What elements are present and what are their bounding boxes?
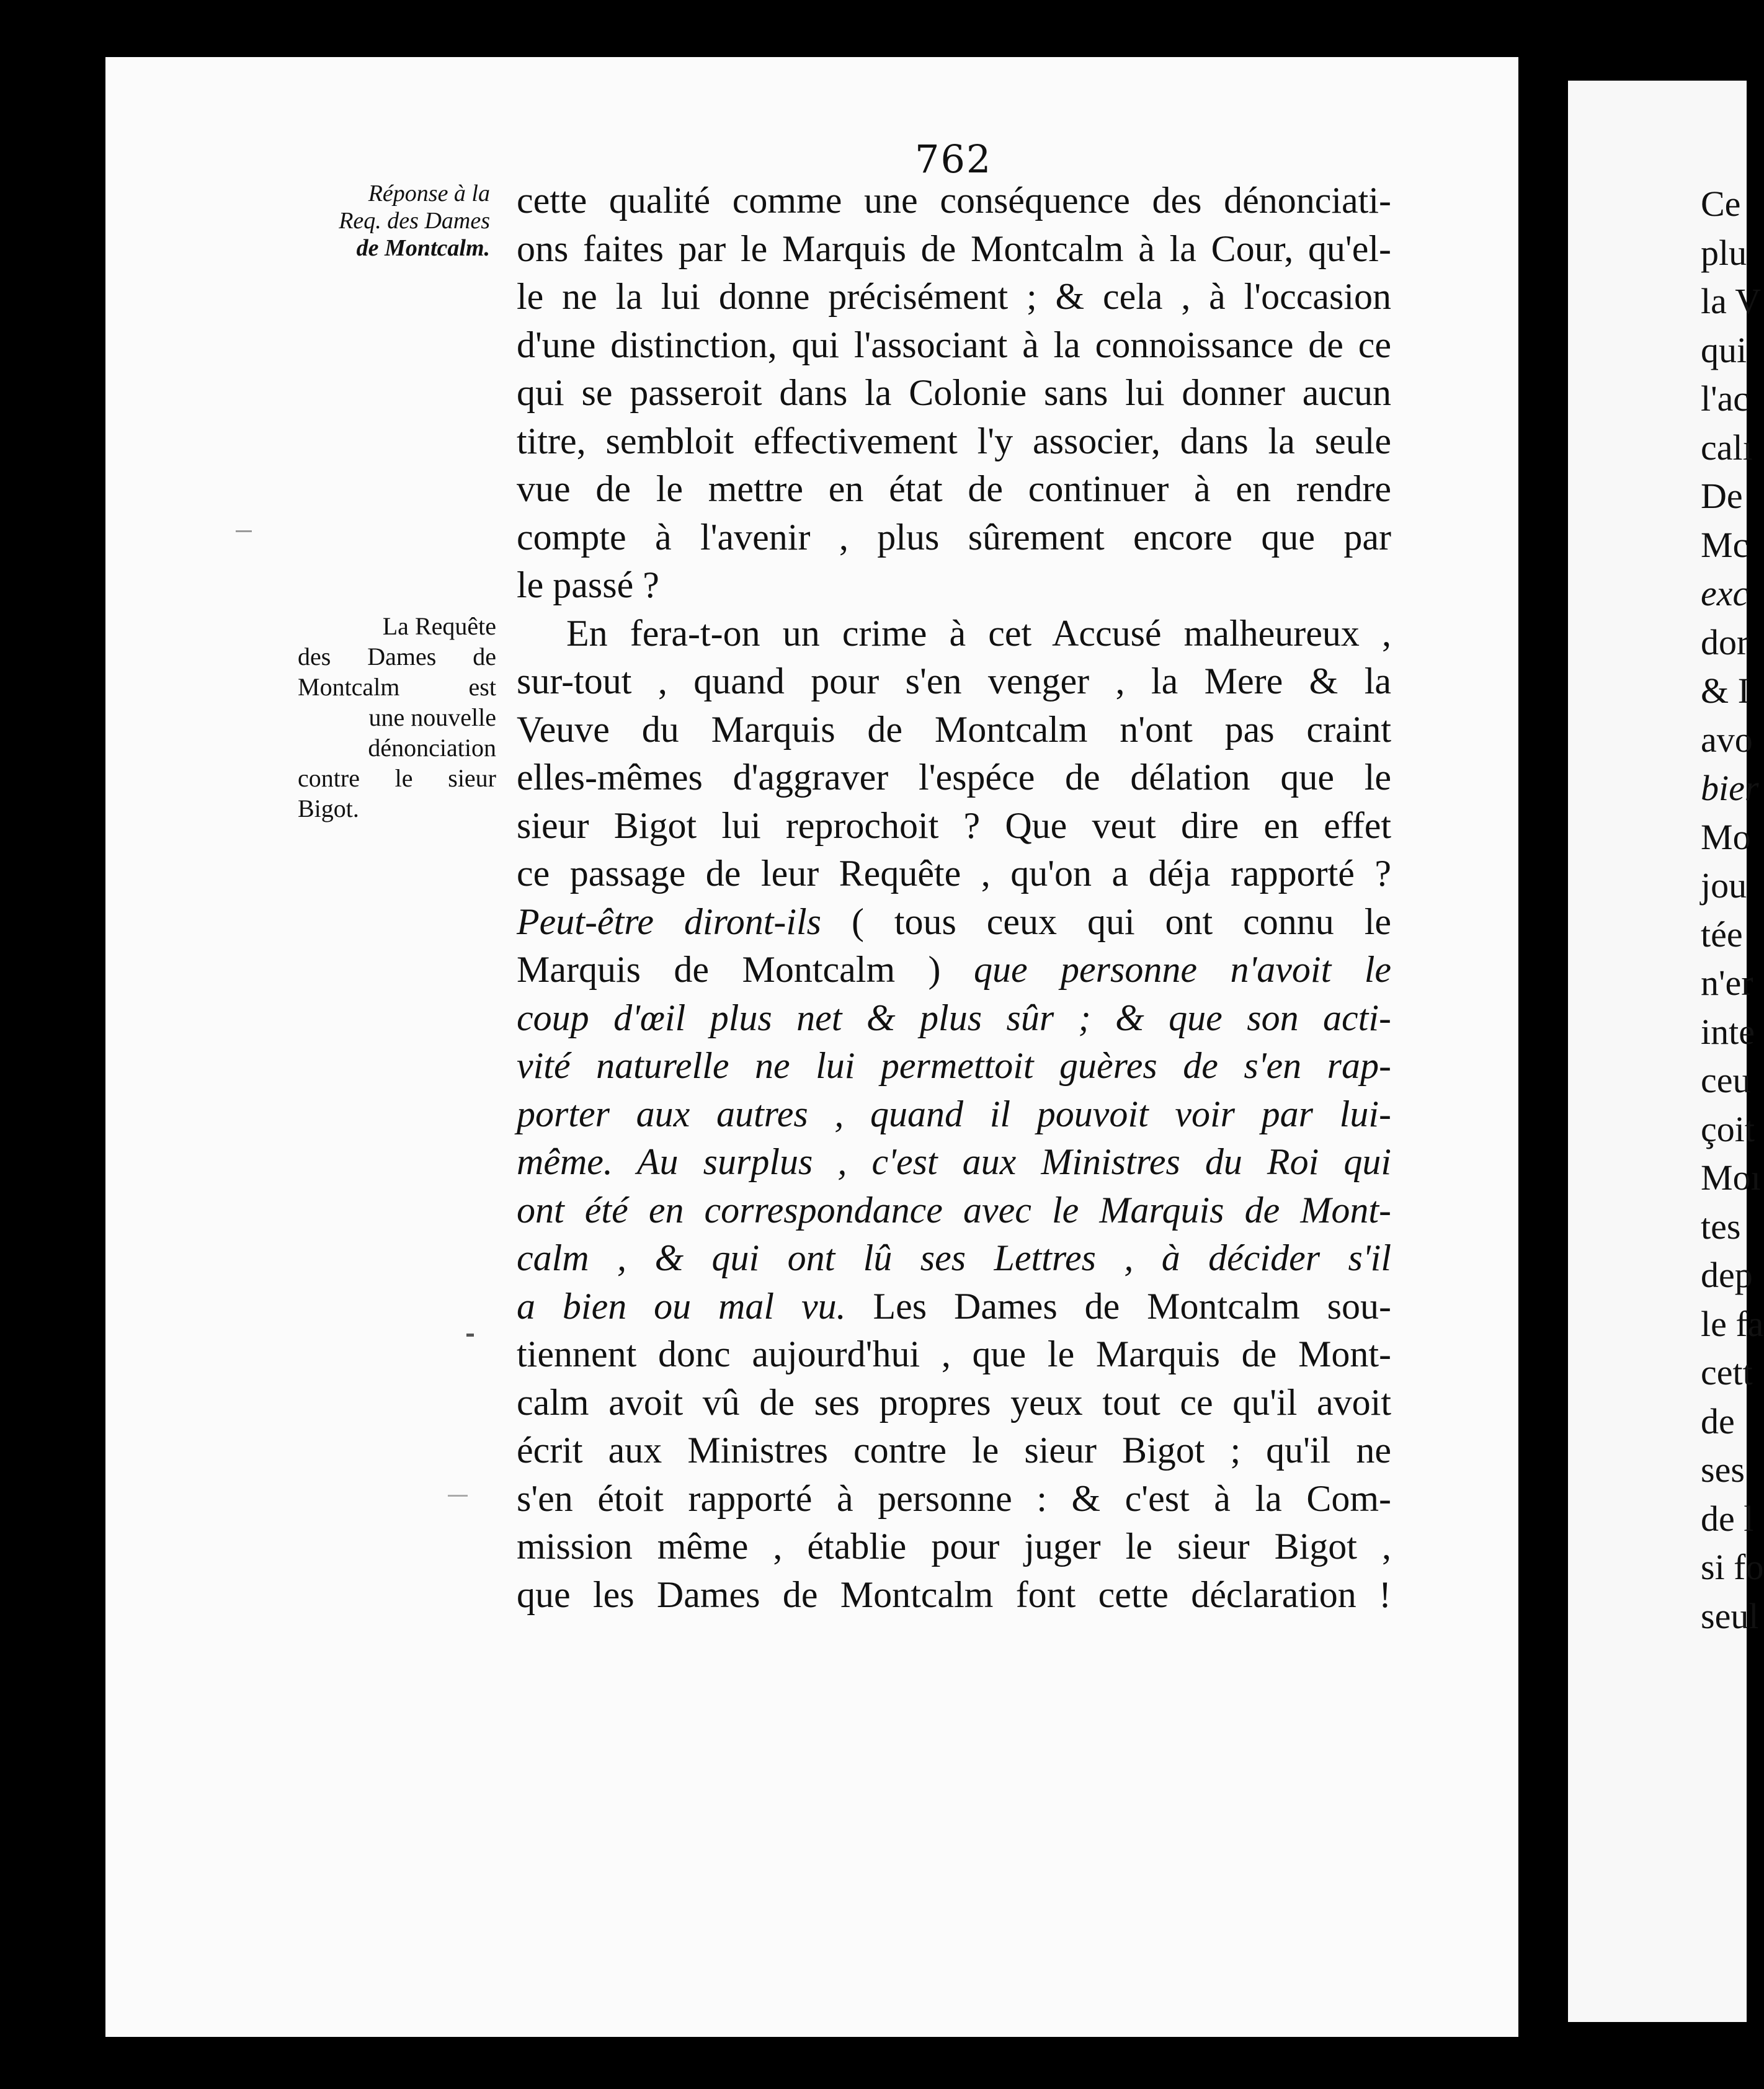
right-page-fragment: n'er: [1701, 963, 1753, 1003]
right-page-fragment: si fo: [1701, 1547, 1764, 1587]
right-page-fragment: tée: [1701, 914, 1743, 955]
right-page-fragment: calı: [1701, 427, 1753, 468]
right-page-fragment: plu: [1701, 232, 1747, 273]
body-text: [517, 177, 1391, 1619]
body-line: ons faites par le Marquis de Montcalm à la Cour, qu'el-: [517, 228, 1391, 269]
body-italic-span: a bien ou mal vu.: [517, 1285, 846, 1327]
right-page-fragment: avo: [1701, 719, 1753, 760]
body-line: elles-mêmes d'aggraver l'espéce de délation que le: [517, 757, 1391, 798]
body-line: En fera-t-on un crime à cet Accusé malheureux ,: [566, 612, 1391, 654]
right-page-fragment: tes: [1701, 1206, 1741, 1247]
body-line: écrit aux Ministres contre le sieur Bigot ; qu'il ne: [517, 1430, 1391, 1471]
body-line: ce passage de leur Requête , qu'on a déja rapporté ?: [517, 853, 1391, 894]
body-line: même. Au surplus , c'est aux Ministres du Roi qui: [517, 1141, 1391, 1182]
margin-note-line: de Montcalm.: [356, 235, 490, 261]
margin-note-line: contre le sieur: [298, 764, 496, 792]
right-page-fragment: dep: [1701, 1255, 1753, 1295]
body-line: coup d'œil plus net & plus sûr ; & que son acti-: [517, 997, 1391, 1038]
right-page-fragment: le fa: [1701, 1303, 1764, 1344]
stray-mark: [236, 530, 252, 532]
right-page-fragment: seul: [1701, 1595, 1759, 1636]
body-line: mission même , établie pour juger le sieur Bigot ,: [517, 1526, 1391, 1567]
right-page-fragment: De: [1701, 476, 1743, 516]
body-line-mixed: [517, 946, 1391, 994]
right-page-fragment: bier: [1701, 768, 1759, 808]
right-page-fragment: & I: [1701, 670, 1750, 711]
body-line: d'une distinction, qui l'associant à la connoissance de ce: [517, 324, 1391, 365]
body-line: porter aux autres , quand il pouvoit voir par lui-: [517, 1093, 1391, 1134]
body-line: Veuve du Marquis de Montcalm n'ont pas craint: [517, 708, 1391, 750]
body-italic-span: Peut-être diront-ils: [517, 901, 822, 942]
book-gutter: [1518, 25, 1568, 2072]
body-line: sieur Bigot lui reprochoit ? Que veut dire en effet: [517, 804, 1391, 846]
body-line-mixed: [517, 1283, 1391, 1331]
stray-mark: [466, 1334, 474, 1337]
right-page-fragment: Ce: [1701, 184, 1741, 224]
body-line: calm avoit vû de ses propres yeux tout ce qu'il avoit: [517, 1381, 1391, 1423]
body-line: compte à l'avenir , plus sûrement encore que par: [517, 516, 1391, 558]
body-line: cette qualité comme une conséquence des dénonciati-: [517, 180, 1391, 221]
right-page-fragment: inte: [1701, 1011, 1755, 1052]
margin-note-line: Req. des Dames: [339, 208, 490, 234]
body-line: ont été en correspondance avec le Marquis de Mont-: [517, 1189, 1391, 1231]
right-page-fragment: l'ac: [1701, 378, 1750, 419]
right-page-fragment: ceu: [1701, 1060, 1751, 1100]
body-line: s'en étoit rapporté à personne : & c'est à la Com-: [517, 1477, 1391, 1519]
body-line: le passé ?: [517, 564, 659, 605]
right-page-fragment: de l: [1701, 1498, 1754, 1539]
body-line: qui se passeroit dans la Colonie sans lui donner aucun: [517, 372, 1391, 413]
right-page-fragment: Mc: [1701, 524, 1749, 565]
margin-note-reponse: [285, 180, 490, 262]
body-italic-span: que personne n'avoit le: [973, 949, 1391, 990]
body-line: sur-tout , quand pour s'en venger , la Mere & la: [517, 661, 1391, 702]
margin-note-line: Montcalm est: [298, 673, 496, 701]
right-page-fragment: cett: [1701, 1352, 1753, 1392]
right-page-fragment: Mo: [1701, 816, 1751, 857]
margin-note-line: Bigot.: [298, 795, 359, 822]
margin-note-line: une nouvelle: [368, 703, 496, 731]
right-page-fragment: la V: [1701, 281, 1762, 321]
right-page-fragment: qui: [1701, 329, 1747, 370]
margin-note-requete: [298, 611, 496, 824]
body-roman-span: Marquis de Montcalm ): [517, 949, 974, 990]
body-line: le ne la lui donne précisément ; & cela , à l'occasion: [517, 276, 1391, 317]
body-line-mixed: [517, 898, 1391, 947]
body-line: tiennent donc aujourd'hui , que le Marquis de Mont-: [517, 1334, 1391, 1374]
margin-note-line: dénonciation: [368, 734, 496, 762]
right-page-fragment: de: [1701, 1401, 1735, 1441]
body-line: vue de le mettre en état de continuer à en rendre: [517, 468, 1391, 509]
body-line: que les Dames de Montcalm font cette déclaration !: [517, 1574, 1391, 1615]
body-roman-span: Les Dames de Montcalm sou-: [845, 1285, 1391, 1327]
margin-note-line: Réponse à la: [368, 180, 490, 207]
right-page-text: [1701, 180, 1764, 1641]
right-page-fragment: çoit: [1701, 1108, 1755, 1149]
right-page-fragment: dor: [1701, 621, 1749, 662]
margin-note-line: des Dames de: [298, 643, 496, 670]
body-line: titre, sembloit effectivement l'y associer, dans la seule: [517, 420, 1391, 461]
body-roman-span: ( tous ceux qui ont connu le: [821, 901, 1391, 942]
right-page-fragment: jou: [1701, 865, 1747, 906]
body-line: calm , & qui ont lû ses Lettres , à décider s'il: [517, 1237, 1391, 1278]
stray-mark: [448, 1495, 468, 1497]
page-number: 762: [915, 136, 992, 182]
right-page-fragment: exc: [1701, 573, 1749, 613]
margin-note-line: La Requête: [382, 612, 496, 640]
right-page-fragment: ses: [1701, 1450, 1745, 1490]
body-line: vité naturelle ne lui permettoit guères de s'en rap-: [517, 1045, 1391, 1086]
right-page-fragment: Moı: [1701, 1157, 1761, 1198]
